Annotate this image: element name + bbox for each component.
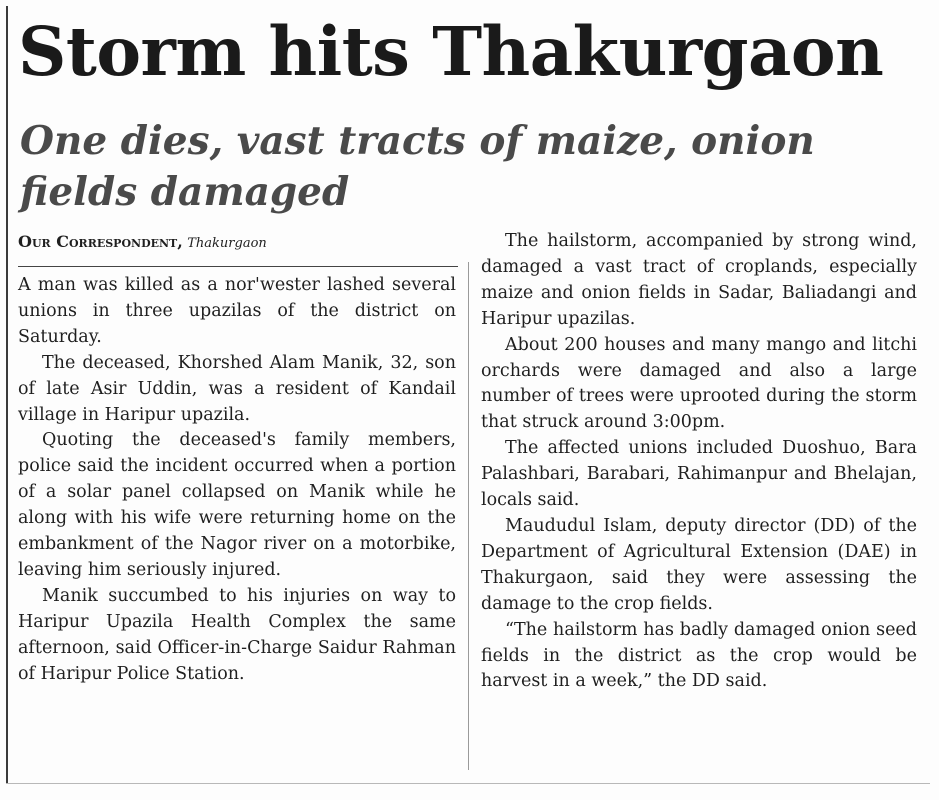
headline: Storm hits Thakurgaon: [18, 12, 884, 91]
column-divider: [468, 262, 469, 770]
paragraph: The affected unions included Duoshuo, Bara Palashbari, Barabari, Rahimanpur and Bhelajan, locals said.: [481, 438, 917, 511]
bottom-border-rule: [6, 783, 930, 784]
byline: [18, 232, 267, 254]
paragraph: Maududul Islam, deputy director (DD) of the Department of Agricultural Extension (DAE) in Thakurgaon, said they were assessing the damage to the crop fields.: [481, 515, 917, 614]
subheadline: One dies, vast tracts of maize, onion fields damaged: [20, 118, 815, 215]
byline-divider: [18, 266, 458, 267]
paragraph: About 200 houses and many mango and litchi orchards were damaged and also a large number of trees were uprooted during the storm that struck around 3:00pm.: [481, 334, 917, 433]
byline-author: Our Correspondent,: [18, 232, 183, 251]
article-column-left: [18, 273, 456, 688]
paragraph: “The hailstorm has badly damaged onion seed fields in the district as the crop would be harvest in a week,” the DD said.: [481, 619, 917, 692]
byline-place: Thakurgaon: [187, 236, 267, 251]
paragraph: The deceased, Khorshed Alam Manik, 32, son of late Asir Uddin, was a resident of Kandail village in Haripur upazila.: [18, 352, 456, 425]
paragraph: Quoting the deceased's family members, police said the incident occurred when a portion of a solar panel collapsed on Manik while he along with his wife were returning home on the embankment of the Nagor river on a motorbike, leaving him seriously injured.: [18, 430, 456, 580]
paragraph: The hailstorm, accompanied by strong wind, damaged a vast tract of croplands, especially maize and onion fields in Sadar, Baliadangi and Haripur upazilas.: [481, 231, 917, 329]
left-border-rule: [6, 6, 8, 784]
paragraph: A man was killed as a nor'wester lashed several unions in three upazilas of the district on Saturday.: [18, 275, 456, 347]
paragraph: Manik succumbed to his injuries on way to Haripur Upazila Health Complex the same afternoon, said Officer-in-Charge Saidur Rahman of Haripur Police Station.: [18, 585, 456, 684]
article-column-right: [481, 229, 917, 695]
